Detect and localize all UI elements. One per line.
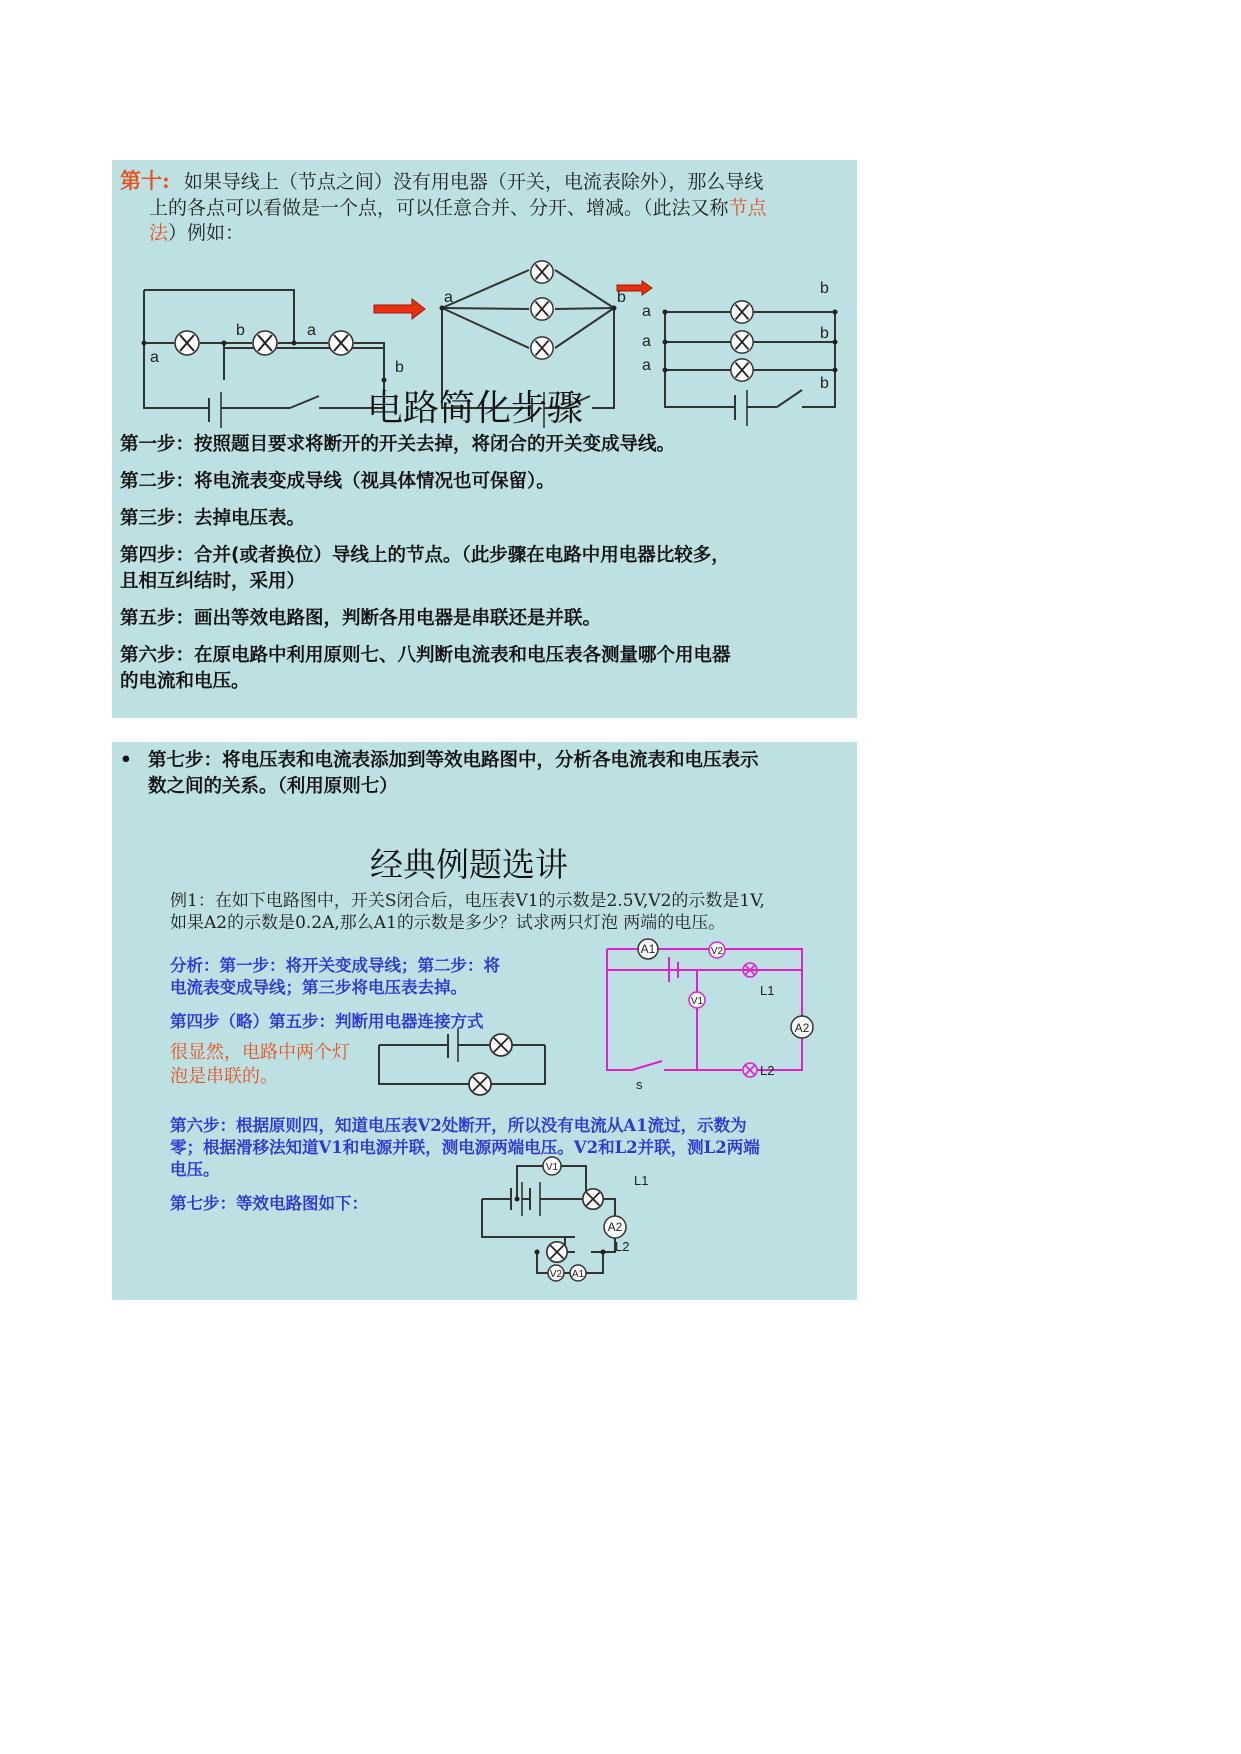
- step-6-analysis-line-1: 第六步：根据原则四，知道电压表V2处断开，所以没有电流从A1流过，示数为: [170, 1116, 747, 1135]
- lamp-icon: [253, 331, 277, 355]
- example-1-line-2: 如果A2的示数是0.2A,那么A1的示数是多少？试求两只灯泡 两端的电压。: [170, 913, 726, 933]
- rule-ten-text-2a: 上的各点可以看做是一个点，可以任意合并、分开、增减。（此法又称: [149, 197, 729, 219]
- node-label-a: a: [642, 357, 651, 374]
- node-label-b: b: [820, 375, 829, 392]
- lamp-label-L1: L1: [760, 983, 775, 998]
- obvious-line-1: 很显然，电路中两个灯: [170, 1042, 350, 1063]
- node-label-b: b: [395, 359, 404, 376]
- rule-ten-text-3b: ）例如：: [168, 222, 245, 244]
- example-1-line-1: 例1：在如下电路图中，开关S闭合后，电压表V1的示数是2.5V,V2的示数是1V,: [170, 891, 765, 911]
- lamp-icon: [329, 331, 353, 355]
- meter-A2: A2: [794, 1021, 810, 1035]
- node-label-a: a: [642, 333, 651, 350]
- analysis-line-1: 分析：第一步：将开关变成导线；第二步：将: [170, 956, 500, 975]
- node-label-b: b: [820, 280, 829, 297]
- lamp-label-L2: L2: [760, 1063, 775, 1078]
- meter-V1: V1: [690, 996, 704, 1007]
- lamp-icon: [731, 331, 753, 353]
- lamp-icon: [731, 359, 753, 381]
- lamp-icon: [490, 1034, 512, 1056]
- bullet: •: [120, 750, 132, 771]
- analysis-line-3: 第四步（略）第五步：判断用电器连接方式: [170, 1012, 484, 1031]
- meter-V2: V2: [549, 1269, 563, 1280]
- lamp-icon: [531, 337, 553, 359]
- step-4-line-2: 且相互纠结时，采用）: [120, 571, 306, 592]
- rule-ten-label: 第十:: [120, 168, 170, 193]
- rule-ten-text-2b: 节点: [728, 197, 767, 219]
- lamp-icon: [531, 261, 553, 283]
- obvious-line-2: 泡是串联的。: [170, 1066, 278, 1087]
- meter-A1: A1: [640, 942, 656, 956]
- example-circuits: [112, 742, 857, 1300]
- lamp-icon: [547, 1242, 567, 1262]
- lamp-label-L1: L1: [634, 1173, 649, 1188]
- node-label-b: b: [820, 325, 829, 342]
- switch-label-s: s: [636, 1077, 643, 1092]
- lamp-icon: [175, 331, 199, 355]
- step-6-analysis-line-2: 零；根据滑移法知道V1和电源并联，测电源两端电压。V2和L2并联，测L2两端: [170, 1138, 760, 1157]
- lamp-icon: [531, 298, 553, 320]
- step-7-line-1: 第七步：将电压表和电流表添加到等效电路图中，分析各电流表和电压表示: [148, 750, 759, 771]
- step-4-line-1: 第四步：合并(或者换位）导线上的节点。（此步骤在电路中用电器比较多，: [120, 545, 730, 566]
- rule-ten-line-2: [149, 196, 855, 221]
- rule-ten-text-1: 如果导线上（节点之间）没有用电器（开关，电流表除外），那么导线: [183, 171, 764, 193]
- step-6-line-2: 的电流和电压。: [120, 671, 250, 692]
- node-label-a: a: [444, 289, 453, 306]
- step-7-equivalent: 第七步：等效电路图如下：: [170, 1194, 368, 1213]
- node-label-b: b: [617, 289, 626, 306]
- step-2: 第二步：将电流表变成导线（视具体情况也可保留）。: [120, 471, 555, 492]
- rule-ten-text-3a: 法: [149, 222, 169, 244]
- node-label-b: b: [236, 322, 245, 339]
- step-5: 第五步：画出等效电路图，判断各用电器是串联还是并联。: [120, 608, 602, 629]
- node-label-a: a: [307, 322, 316, 339]
- analysis-line-2: 电流表变成导线；第三步将电压表去掉。: [170, 978, 467, 997]
- meter-A2: A2: [607, 1220, 623, 1234]
- node-label-a: a: [150, 349, 159, 366]
- step-7-line-2: 数之间的关系。（利用原则七）: [148, 776, 398, 797]
- lamp-icon: [583, 1189, 603, 1209]
- lamp-icon: [731, 301, 753, 323]
- simplify-steps-title: 电路简化步骤: [367, 388, 584, 429]
- lamp-icon: [743, 1063, 757, 1077]
- step-6-line-1: 第六步：在原电路中利用原则七、八判断电流表和电压表各测量哪个用电器: [120, 645, 731, 666]
- lamp-label-L2: L2: [615, 1239, 630, 1254]
- example-panel: [112, 742, 857, 1300]
- rule-ten-line-1: [120, 168, 855, 195]
- node-label-a: a: [642, 303, 651, 320]
- meter-V1: V1: [545, 1162, 559, 1173]
- step-1: 第一步：按照题目要求将断开的开关去掉，将闭合的开关变成导线。: [120, 434, 676, 455]
- meter-A1: A1: [571, 1269, 585, 1280]
- meter-V2: V2: [710, 946, 724, 957]
- examples-title: 经典例题选讲: [370, 845, 568, 884]
- lamp-icon: [469, 1073, 491, 1095]
- right-arrow-icon: [374, 299, 425, 319]
- rule-ten-panel: [112, 160, 857, 718]
- step-6-analysis-line-3: 电压。: [170, 1160, 220, 1179]
- step-3: 第三步：去掉电压表。: [120, 508, 306, 529]
